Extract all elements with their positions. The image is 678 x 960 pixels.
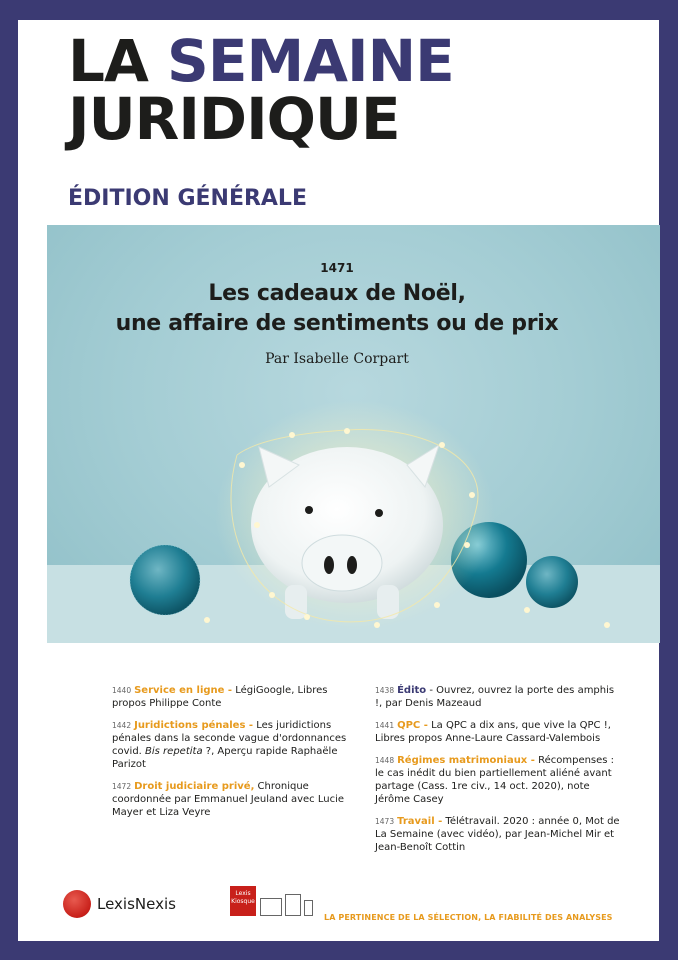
summary-left-column [112, 684, 360, 828]
entry-text: LégiGoogle, Libres propos Philippe Conte [112, 685, 328, 709]
entry-text: - Ouvrez, ouvrez la porte des amphis !, par Denis Mazeaud [375, 685, 615, 709]
publisher-name: LexisNexis [97, 895, 176, 913]
entry-number: 1472 [112, 782, 132, 791]
entry-number: 1473 [375, 817, 395, 826]
cover-image [47, 225, 660, 643]
entry-section: Droit judiciaire privé, [134, 781, 255, 792]
piggy-snout [302, 535, 382, 591]
summary-entry[interactable] [375, 719, 620, 745]
lexis-kiosque[interactable] [230, 886, 316, 916]
summary-right-column [375, 684, 620, 863]
summary-entry[interactable] [375, 815, 620, 854]
entry-section: Travail - [397, 816, 443, 827]
entry-section: Service en ligne - [134, 685, 233, 696]
entry-text: Les juridictions pénales dans la seconde vague d'ordonnances covid. [112, 720, 347, 757]
summary-entry[interactable] [375, 754, 620, 806]
entry-text: La QPC a dix ans, que vive la QPC !, Libres propos Anne-Laure Cassard-Valembois [375, 720, 611, 744]
masthead-title [68, 27, 454, 153]
entry-italic: Bis repetita [145, 746, 203, 757]
headline-line2: une affaire de sentiments ou de prix [115, 311, 559, 336]
lexisnexis-logo[interactable] [63, 890, 176, 918]
kiosque-line1: Lexis [235, 890, 251, 897]
lexisnexis-globe-icon [63, 890, 91, 918]
kiosque-badge-icon [230, 886, 256, 916]
phone-icon [304, 900, 313, 916]
entry-section: Juridictions pénales - [134, 720, 254, 731]
ornament-right-small [526, 556, 578, 608]
tablet-icon [285, 894, 301, 916]
title-line2: JURIDIQUE [68, 85, 400, 153]
entry-number: 1442 [112, 721, 132, 730]
title-accent: SEMAINE [167, 27, 454, 95]
entry-section: Régimes matrimoniaux - [397, 755, 535, 766]
summary-entry[interactable] [375, 684, 620, 710]
cover-headline[interactable] [47, 279, 627, 339]
cover-author: Par Isabelle Corpart [265, 351, 409, 367]
monitor-icon [260, 898, 282, 916]
summary-entry[interactable] [112, 780, 360, 819]
entry-number: 1438 [375, 686, 395, 695]
devices-icon [260, 894, 316, 916]
entry-text: Récompenses : le cas inédit du bien partiellement aliéné avant partage (Cass. 1re civ., 14 oct. 2020), note Jérôme Casey [375, 755, 615, 805]
entry-text: Télétravail. 2020 : année 0, Mot de La Semaine (avec vidéo), par Jean-Michel Mir et Jean-Benoît Cottin [375, 816, 620, 853]
edition-label: ÉDITION GÉNÉRALE [68, 186, 307, 211]
headline-line1: Les cadeaux de Noël, [208, 281, 466, 306]
entry-section: QPC - [397, 720, 428, 731]
entry-text: Chronique coordonnée par Emmanuel Jeuland avec Lucie Mayer et Liza Veyre [112, 781, 345, 818]
article-number: 1471 [320, 261, 354, 275]
summary-entry[interactable] [112, 719, 360, 771]
entry-text-2: ?, Aperçu rapide Raphaële Parizot [112, 746, 338, 770]
entry-section: Édito [397, 685, 427, 696]
kiosque-line2: Kiosque [231, 898, 255, 905]
summary-entry[interactable] [112, 684, 360, 710]
entry-number: 1441 [375, 721, 395, 730]
entry-number: 1440 [112, 686, 132, 695]
tagline: LA PERTINENCE DE LA SÉLECTION, LA FIABILITÉ DES ANALYSES [324, 913, 613, 922]
title-part1: LA [68, 27, 168, 95]
entry-number: 1448 [375, 756, 395, 765]
